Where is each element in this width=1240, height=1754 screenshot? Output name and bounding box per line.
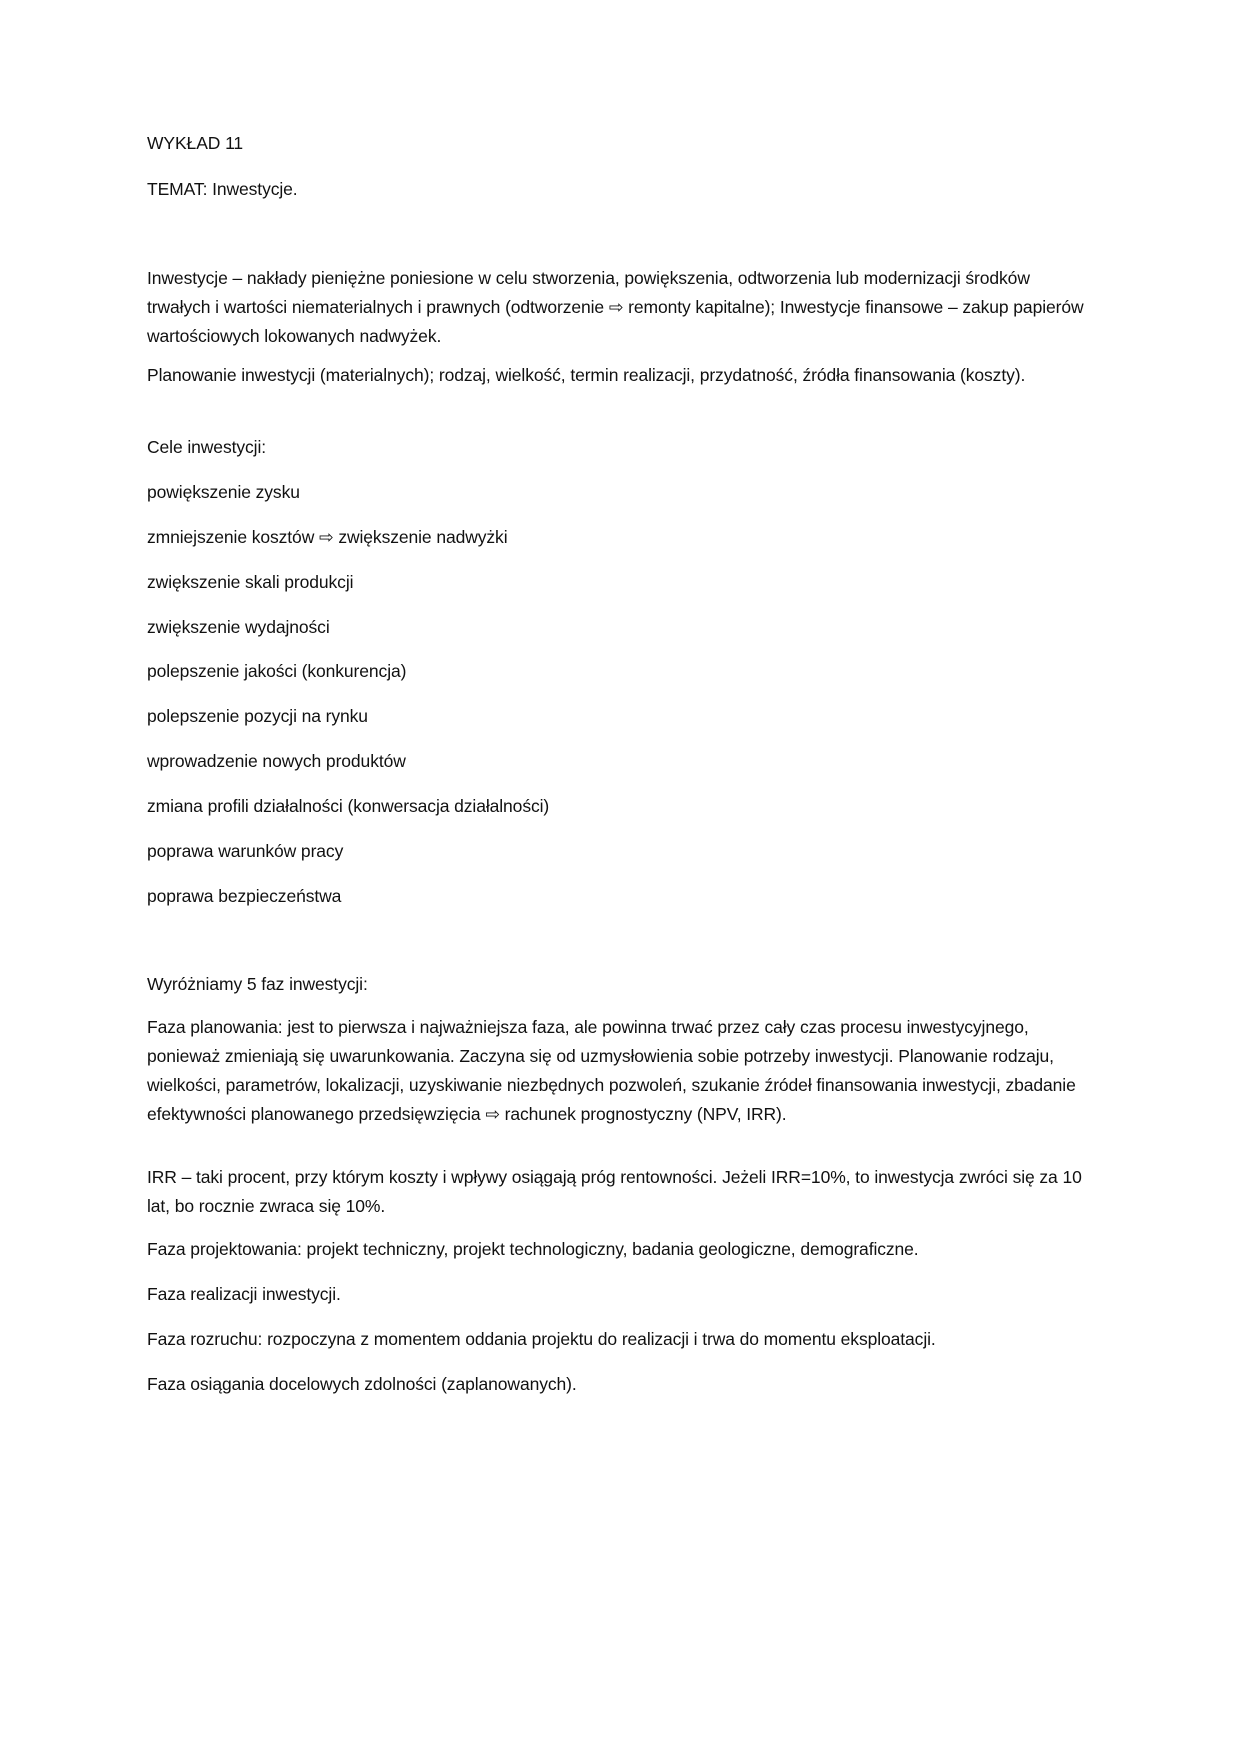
topic-title: TEMAT: Inwestycje. (147, 179, 298, 199)
list-item: zmniejszenie kosztów ⇨ zwiększenie nadwyżki (147, 527, 508, 547)
list-item: polepszenie jakości (konkurencja) (147, 661, 407, 681)
list-item: zwiększenie skali produkcji (147, 572, 354, 592)
planning-paragraph: Planowanie inwestycji (materialnych); rodzaj, wielkość, termin realizacji, przydatność, źródła finansowania (koszty). (147, 365, 1026, 385)
list-item: poprawa bezpieczeństwa (147, 886, 342, 906)
realization-phase-paragraph: Faza realizacji inwestycji. (147, 1284, 341, 1304)
list-item: poprawa warunków pracy (147, 841, 344, 861)
list-item: zwiększenie wydajności (147, 617, 330, 637)
lecture-title: WYKŁAD 11 (147, 133, 244, 153)
list-item: wprowadzenie nowych produktów (147, 751, 406, 771)
startup-phase-paragraph: Faza rozruchu: rozpoczyna z momentem oddania projektu do realizacji i trwa do momentu eksploatacji. (147, 1329, 936, 1349)
design-phase-paragraph: Faza projektowania: projekt techniczny, projekt technologiczny, badania geologiczne, demograficzne. (147, 1239, 919, 1259)
planning-phase-paragraph: Faza planowania: jest to pierwsza i najważniejsza faza, ale powinna trwać przez cały czas procesu inwestycyjnego, ponieważ zmieniają się uwarunkowania. Zaczyna się od uzmysłowienia sobie potrzeby inwestycji. Planowanie rodzaju, wielkości, parametrów, lokalizacji, uzyskiwanie niezbędnych pozwoleń, szukanie źródeł finansowania inwestycji, zbadanie efektywności planowanego przedsięwzięcia ⇨ rachunek prognostyczny (NPV, IRR). (147, 1017, 1076, 1124)
list-item: powiększenie zysku (147, 482, 300, 502)
target-phase-paragraph: Faza osiągania docelowych zdolności (zaplanowanych). (147, 1374, 577, 1394)
list-item: polepszenie pozycji na rynku (147, 706, 368, 726)
goals-heading: Cele inwestycji: (147, 437, 266, 457)
definition-paragraph: Inwestycje – nakłady pieniężne poniesione w celu stworzenia, powiększenia, odtworzenia lub modernizacji środków trwałych i wartości niematerialnych i prawnych (odtworzenie ⇨ remonty kapitalne); Inwestycje finansowe – zakup papierów wartościowych lokowanych nadwyżek. (147, 268, 1084, 346)
irr-paragraph: IRR – taki procent, przy którym koszty i wpływy osiągają próg rentowności. Jeżeli IRR=10%, to inwestycja zwróci się za 10 lat, bo rocznie zwraca się 10%. (147, 1167, 1082, 1216)
phases-heading: Wyróżniamy 5 faz inwestycji: (147, 974, 368, 994)
list-item: zmiana profili działalności (konwersacja działalności) (147, 796, 550, 816)
